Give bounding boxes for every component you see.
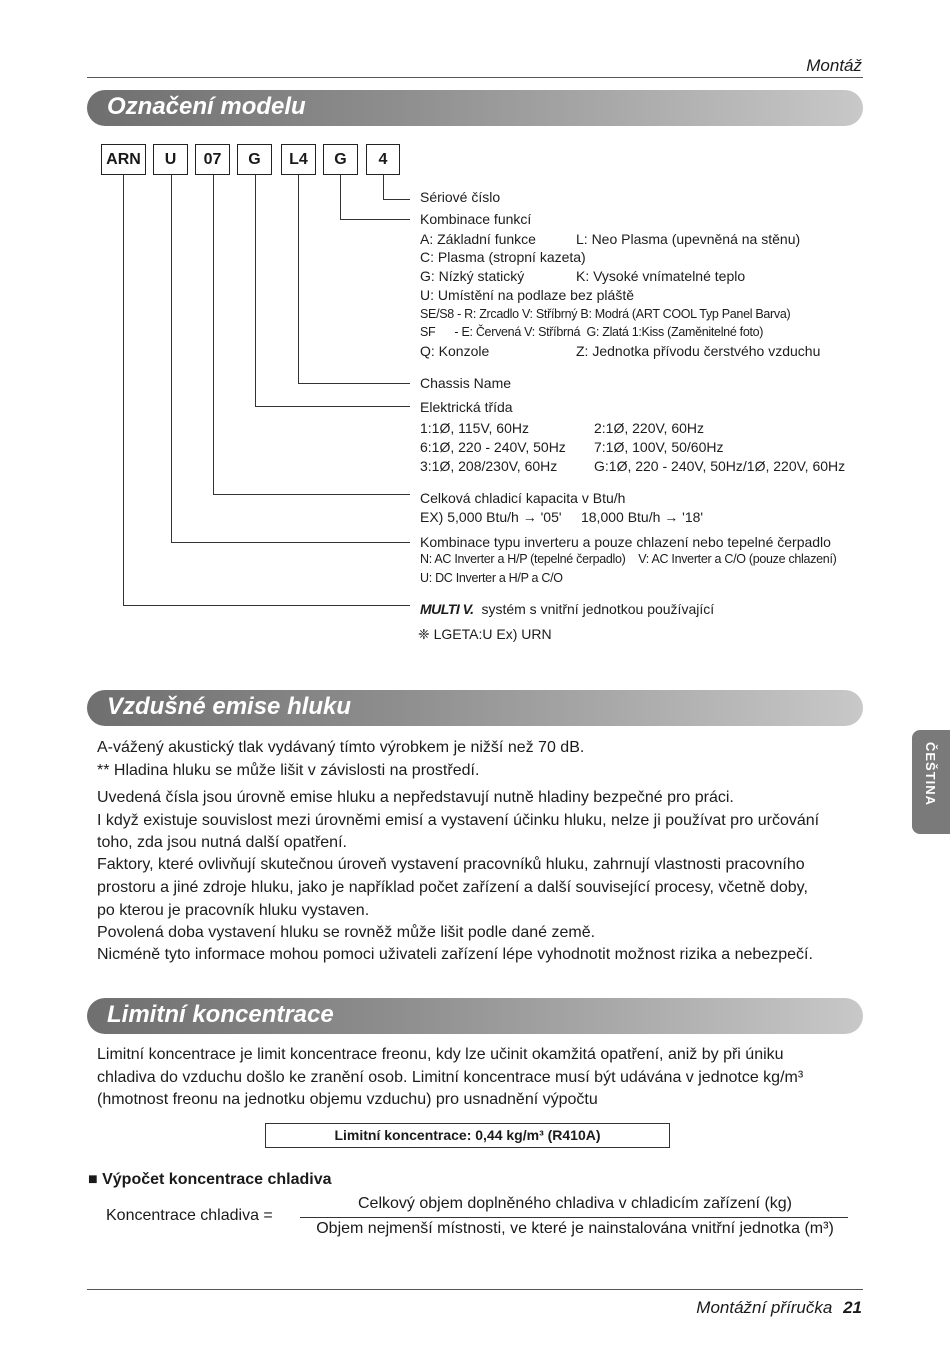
- connector-chassis-v: [298, 175, 299, 383]
- header-rule: [87, 77, 863, 78]
- noise-line-10: Nicméně tyto informace mohou pomoci uživateli zařízení lépe vyhodnotit možnost rizika a nebezpečí.: [97, 946, 813, 963]
- language-tab: [912, 730, 950, 834]
- limit-line-3: (hmotnost freonu na jednotku objemu vzduchu) pro usnadnění výpočtu: [97, 1091, 598, 1108]
- model-box-07: 07: [195, 144, 230, 175]
- legend-combo-title: Kombinace funkcí: [420, 211, 532, 227]
- legend-elec-title: Elektrická třída: [420, 399, 513, 415]
- legend-combo-g: G: Nízký statický: [420, 268, 525, 284]
- page-number: 21: [843, 1298, 862, 1317]
- noise-line-9: Povolená doba vystavení hluku se rovněž může lišit podle dané země.: [97, 924, 596, 941]
- language-tab-label: ČEŠTINA: [923, 742, 938, 807]
- legend-capacity-title: Celková chladicí kapacita v Btu/h: [420, 490, 626, 506]
- noise-line-1: A-vážený akustický tlak vydávaný tímto výrobkem je nižší než 70 dB.: [97, 739, 585, 756]
- legend-multiv-text: systém s vnitřní jednotkou používající: [481, 601, 715, 617]
- legend-capacity-example: EX) 5,000 Btu/h → '05' 18,000 Btu/h → '18': [420, 509, 704, 525]
- connector-multiv-h: [123, 605, 410, 606]
- legend-elec-6: 6:1Ø, 220 - 240V, 50Hz: [420, 439, 566, 455]
- section-bar-limit: [87, 998, 863, 1034]
- legend-chassis: Chassis Name: [420, 375, 512, 391]
- noise-line-5: toho, zda jsou nutná další opatření.: [97, 834, 347, 851]
- section-title-model: Označení modelu: [107, 93, 306, 120]
- connector-multiv-v: [123, 175, 124, 605]
- legend-combo-c: C: Plasma (stropní kazeta): [420, 249, 586, 265]
- noise-line-3: Uvedená čísla jsou úrovně emise hluku a nepředstavují nutně hladiny bezpečné pro práci.: [97, 789, 734, 806]
- limit-line-2: chladiva do vzduchu došlo ke zranění osob. Limitní koncentrace musí být udávána v jednotce kg/m³: [97, 1069, 804, 1086]
- noise-line-8: po kterou je pracovník hluku vystaven.: [97, 902, 370, 919]
- running-header: Montáž: [806, 56, 862, 75]
- legend-elec-7: 7:1Ø, 100V, 50/60Hz: [594, 439, 724, 455]
- section-title-limit: Limitní koncentrace: [107, 1001, 334, 1028]
- noise-line-2: ** Hladina hluku se může lišit v závislosti na prostředí.: [97, 762, 480, 779]
- legend-inverter-u: U: DC Inverter a H/P a C/O: [420, 571, 563, 585]
- legend-inverter-title: Kombinace typu inverteru a pouze chlazení nebo tepelné čerpadlo: [420, 534, 831, 550]
- section-bar-noise: [87, 690, 863, 726]
- legend-serial: Sériové číslo: [420, 189, 501, 205]
- legend-elec-2: 2:1Ø, 220V, 60Hz: [594, 420, 705, 436]
- model-box-g: G: [237, 144, 272, 175]
- calc-numerator: Celkový objem doplněného chladiva v chladicím zařízení (kg): [358, 1195, 792, 1212]
- legend-combo-sf: SF - E: Červená V: Stříbrná G: Zlatá 1:Kiss (Zaměnitelné foto): [420, 325, 764, 339]
- connector-inverter-v: [171, 175, 172, 542]
- connector-combo-h: [340, 219, 410, 220]
- legend-combo-a: A: Základní funkce: [420, 231, 536, 247]
- footer-rule: [87, 1289, 863, 1290]
- noise-line-7: prostoru a jiné zdroje hluku, jako je například počet zařízení a další související procesy, včetně doby,: [97, 879, 808, 896]
- connector-chassis-h: [298, 383, 410, 384]
- connector-elec-h: [255, 406, 410, 407]
- model-box-arn: ARN: [101, 144, 146, 175]
- limit-value-box: Limitní koncentrace: 0,44 kg/m³ (R410A): [265, 1123, 670, 1148]
- legend-multiv: [420, 601, 714, 617]
- legend-combo-z: Z: Jednotka přívodu čerstvého vzduchu: [576, 343, 821, 359]
- legend-elec-g: G:1Ø, 220 - 240V, 50Hz/1Ø, 220V, 60Hz: [594, 458, 846, 474]
- section-title-noise: Vzdušné emise hluku: [107, 693, 352, 720]
- footer-title: Montážní příručka: [696, 1298, 833, 1317]
- legend-elec-3: 3:1Ø, 208/230V, 60Hz: [420, 458, 558, 474]
- model-box-u: U: [153, 144, 188, 175]
- section-bar-model: [87, 90, 863, 126]
- legend-elec-1: 1:1Ø, 115V, 60Hz: [420, 420, 529, 436]
- connector-serial-v: [383, 175, 384, 199]
- connector-elec-v: [255, 175, 256, 406]
- legend-combo-u: U: Umístění na podlaze bez pláště: [420, 287, 635, 303]
- legend-combo-q: Q: Konzole: [420, 343, 490, 359]
- noise-line-4: I když existuje souvislost mezi úrovněmi emisí a vystavení účinku hluku, nelze ji používat pro určování: [97, 812, 820, 829]
- legend-combo-k: K: Vysoké vnímatelné teplo: [576, 268, 746, 284]
- connector-combo-v: [340, 175, 341, 219]
- connector-capacity-h: [213, 494, 410, 495]
- noise-line-6: Faktory, které ovlivňují skutečnou úroveň vystavení pracovníků hluku, zahrnují vlastnosti pracovního: [97, 856, 805, 873]
- limit-line-1: Limitní koncentrace je limit koncentrace freonu, kdy lze učinit okamžitá opatření, aniž by při úniku: [97, 1046, 784, 1063]
- calc-heading: ■ Výpočet koncentrace chladiva: [88, 1171, 332, 1188]
- legend-inverter-n: N: AC Inverter a H/P (tepelné čerpadlo) V: AC Inverter a C/O (pouze chlazení): [420, 552, 837, 566]
- model-box-l4: L4: [281, 144, 316, 175]
- calc-denominator: Objem nejmenší místnosti, ve které je nainstalována vnitřní jednotka (m³): [316, 1220, 834, 1237]
- connector-serial-h: [383, 199, 410, 200]
- legend-lgeta: ❈ LGETA:U Ex) URN: [418, 626, 552, 642]
- connector-inverter-h: [171, 542, 410, 543]
- multiv-logo: MULTI V.: [420, 601, 474, 617]
- legend-combo-se: SE/S8 - R: Zrcadlo V: Stříbrný B: Modrá (ART COOL Typ Panel Barva): [420, 307, 791, 321]
- footer: [696, 1298, 862, 1318]
- legend-combo-l: L: Neo Plasma (upevněná na stěnu): [576, 231, 801, 247]
- calc-left-side: Koncentrace chladiva =: [106, 1207, 273, 1224]
- model-box-g2: G: [323, 144, 358, 175]
- model-box-4: 4: [366, 144, 400, 175]
- fraction-line: [300, 1217, 848, 1218]
- connector-capacity-v: [213, 175, 214, 494]
